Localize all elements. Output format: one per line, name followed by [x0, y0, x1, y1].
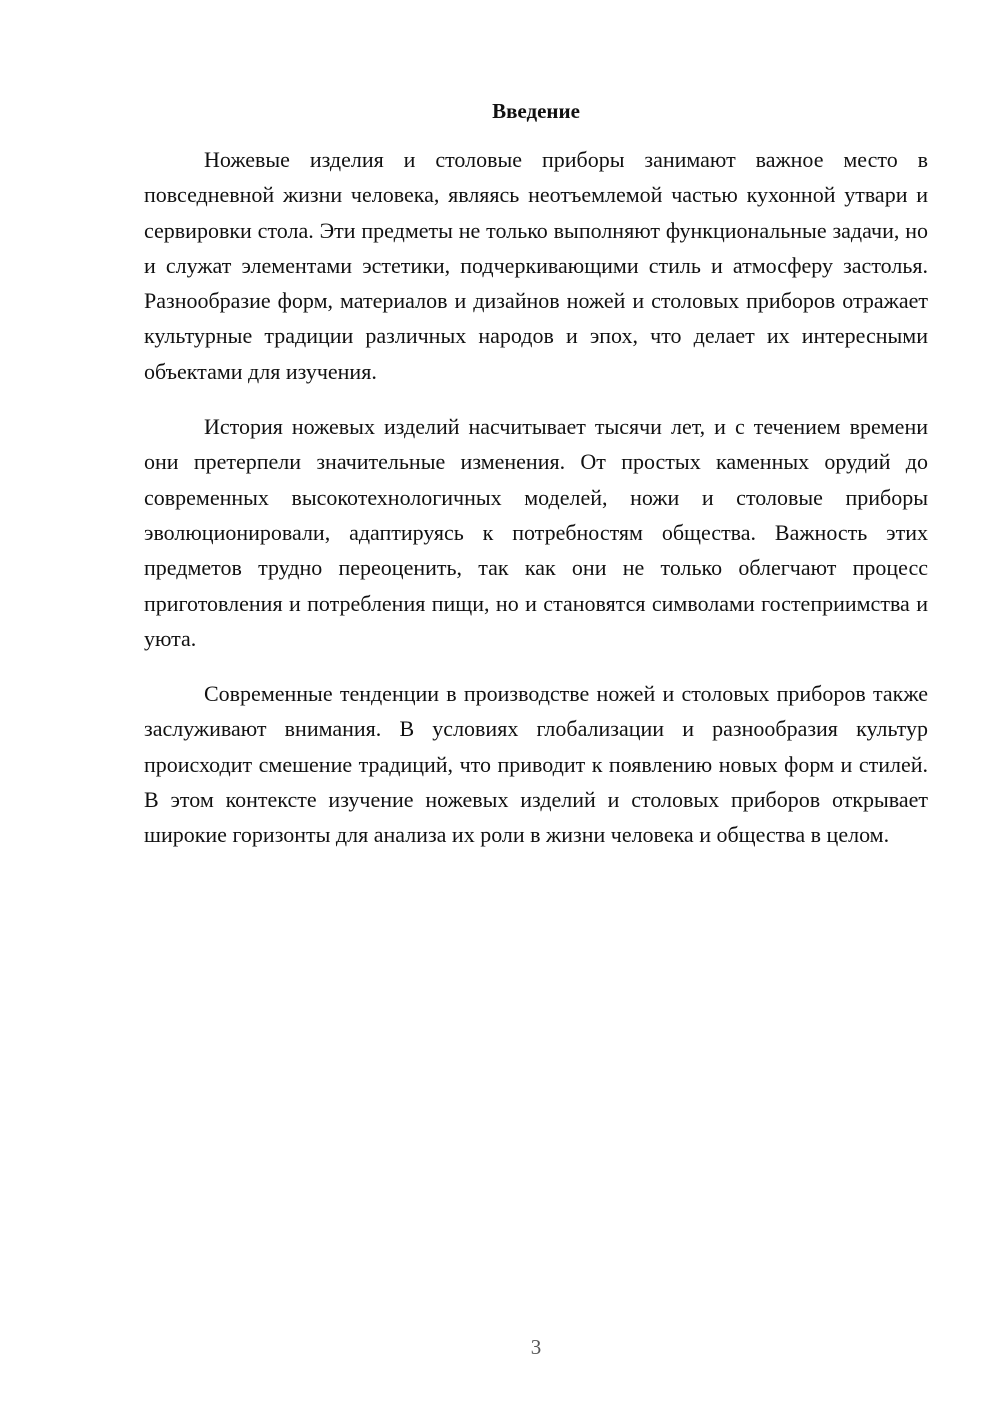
paragraph-1: Ножевые изделия и столовые приборы занимают важное место в повседневной жизни человека, являясь неотъемлемой частью кухонной утвари и сервировки стола. Эти предметы не только выполняют функциональные задачи, но и служат элементами эстетики, подчеркивающими стиль и атмосферу застолья. Разнообразие форм, материалов и дизайнов ножей и столовых приборов отражает культурные традиции различных народов и эпох, что делает их интересными объектами для изучения.	[144, 147, 928, 384]
page-number: 3	[530, 1335, 542, 1359]
section-heading: Введение	[492, 99, 580, 123]
paragraph-3: Современные тенденции в производстве ножей и столовых приборов также заслуживают внимания. В условиях глобализации и разнообразия культур происходит смешение традиций, что приводит к появлению новых форм и стилей. В этом контексте изучение ножевых изделий и столовых приборов открывает широкие горизонты для анализа их роли в жизни человека и общества в целом.	[144, 681, 928, 848]
paragraph-2: История ножевых изделий насчитывает тысячи лет, и с течением времени они претерпели значительные изменения. От простых каменных орудий до современных высокотехнологичных моделей, ножи и столовые приборы эволюционировали, адаптируясь к потребностям общества. Важность этих предметов трудно переоценить, так как они не только облегчают процесс приготовления и потребления пищи, но и становятся символами гостеприимства и уюта.	[144, 414, 928, 651]
body-text	[144, 142, 928, 873]
